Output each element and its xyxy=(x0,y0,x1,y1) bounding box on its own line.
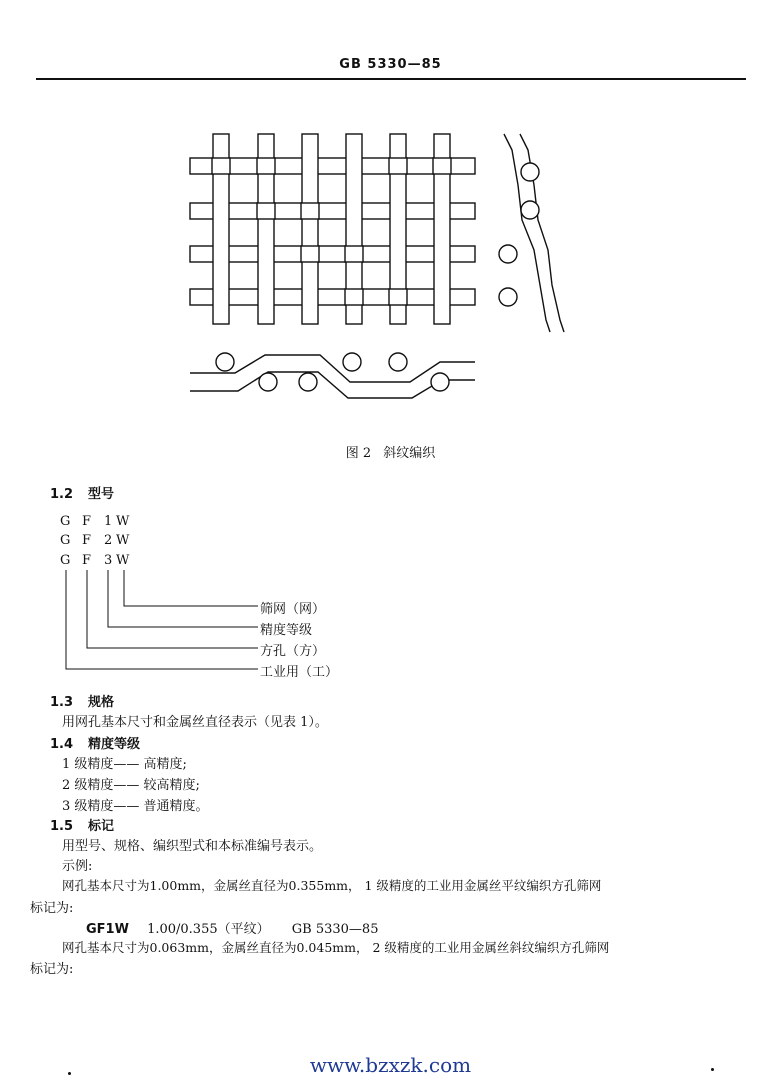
marking-standard: GB 5330—85 xyxy=(291,922,379,937)
precision-item-3: 3 级精度—— 普通精度。 xyxy=(62,799,209,814)
figure-caption xyxy=(0,442,781,461)
section-heading-1-3 xyxy=(50,691,114,710)
code-digit: 1 xyxy=(104,514,113,529)
precision-item-2: 2 级精度—— 较高精度; xyxy=(62,778,200,793)
section-number: 1.2 xyxy=(50,487,74,502)
code-letter: G xyxy=(60,514,71,529)
model-code-row xyxy=(60,553,180,573)
section-title: 型号 xyxy=(88,487,115,502)
precision-item-1: 1 级精度—— 高精度; xyxy=(62,757,187,772)
model-code-row xyxy=(60,533,180,553)
code-digit: 2 xyxy=(104,533,113,548)
example-1-line-2: 标记为: xyxy=(30,901,74,916)
twill-overlaps xyxy=(212,158,451,305)
code-letter: G xyxy=(60,553,71,568)
section-1-3-text: 用网孔基本尺寸和金属丝直径表示（见表 1）。 xyxy=(62,715,328,730)
section-number: 1.4 xyxy=(50,737,74,752)
example-1-line-1: 网孔基本尺寸为1.00mm，金属丝直径为0.355mm， 1 级精度的工业用金属丝平纹编织方孔筛网 xyxy=(62,878,602,893)
legend-industrial: 工业用（工） xyxy=(260,665,339,680)
code-letter: F xyxy=(82,533,92,548)
section-title: 精度等级 xyxy=(88,737,141,752)
marking-example xyxy=(86,918,378,937)
code-letter: G xyxy=(60,533,71,548)
legend-square-hole: 方孔（方） xyxy=(260,644,326,659)
code-letter: F xyxy=(82,514,92,529)
code-digit: 3 xyxy=(104,553,113,568)
section-number: 1.3 xyxy=(50,695,74,710)
marking-spec: 1.00/0.355（平纹） xyxy=(147,922,270,937)
example-2-line-2: 标记为: xyxy=(30,962,74,977)
figure-label: 图 2 xyxy=(345,446,372,461)
weft-wires xyxy=(190,158,475,305)
figure-title: 斜纹编织 xyxy=(383,446,436,461)
section-title: 标记 xyxy=(88,819,115,834)
legend-precision: 精度等级 xyxy=(260,623,313,638)
model-code-row xyxy=(60,514,180,534)
watermark-url: www.bzxzk.com xyxy=(309,1053,472,1077)
code-letter: W xyxy=(116,533,130,548)
example-2-line-1: 网孔基本尺寸为0.063mm，金属丝直径为0.045mm， 2 级精度的工业用金属丝斜纹编织方孔筛网 xyxy=(62,940,610,955)
section-title: 规格 xyxy=(88,695,115,710)
example-label: 示例: xyxy=(62,859,93,874)
code-letter: W xyxy=(116,553,130,568)
marking-code: GF1W xyxy=(86,922,129,937)
code-letter: F xyxy=(82,553,92,568)
code-letter: W xyxy=(116,514,130,529)
twill-weave-figure xyxy=(0,0,781,440)
standard-number-header: GB 5330—85 xyxy=(339,57,442,72)
section-heading-1-5 xyxy=(50,815,114,834)
section-number: 1.5 xyxy=(50,819,74,834)
section-heading-1-4 xyxy=(50,733,140,752)
section-heading-1-2 xyxy=(50,483,114,502)
legend-screen: 筛网（网） xyxy=(260,602,326,617)
section-1-5-intro: 用型号、规格、编织型式和本标准编号表示。 xyxy=(62,839,323,854)
